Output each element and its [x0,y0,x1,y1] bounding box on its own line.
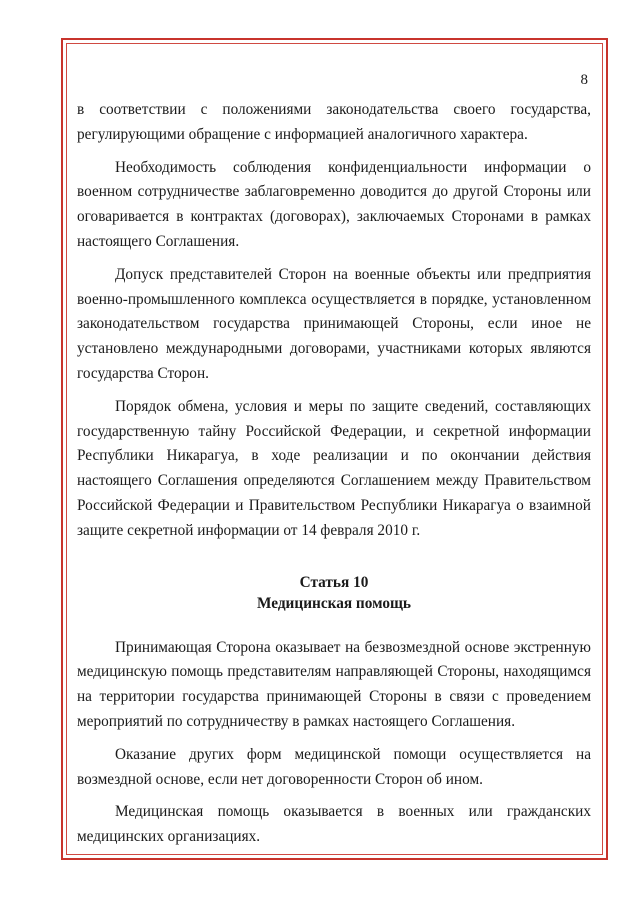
paragraph-continuation: в соответствии с положениями законодательства своего государства, регулирующими обращение с информацией аналогичного характера. [77,101,591,143]
paragraph-confidentiality: Необходимость соблюдения конфиденциальности информации о военном сотрудничестве заблаговременно доводится до другой Стороны или оговаривается в контрактах (договорах), заключаемых Сторонами в рамках настоящего Соглашения. [77,158,591,250]
paragraph-access: Допуск представителей Сторон на военные объекты или предприятия военно-промышленного комплекса осуществляется в порядке, установленном законодательством государства принимающей Стороны, если иное не установлено международными договорами, участниками которых являются государства Сторон. [77,265,591,382]
paragraph-emergency-care: Принимающая Сторона оказывает на безвозмездной основе экстренную медицинскую помощь представителям направляющей Стороны, находящимся на территории государства принимающей Стороны в связи с проведением мероприятий по сотрудничеству в рамках настоящего Соглашения. [77,638,591,730]
article-title: Медицинская помощь [257,594,411,612]
article-number: Статья 10 [299,573,369,591]
paragraph-organizations: Медицинская помощь оказывается в военных или гражданских медицинских организациях. [77,803,591,846]
article-heading [77,572,591,614]
document-body [77,98,591,850]
paragraph-paid-care: Оказание других форм медицинской помощи осуществляется на возмездной основе, если нет договоренности Сторон об ином. [77,745,591,788]
paragraph-secret-info: Порядок обмена, условия и меры по защите сведений, составляющих государственную тайну Российской Федерации, и секретной информации Республики Никарагуа, в ходе реализации и по окончании действия настоящего Соглашения определяются Соглашением между Правительством Российской Федерации и Правительством Республики Никарагуа о взаимной защите секретной информации от 14 февраля 2010 г. [77,397,591,539]
page-number: 8 [580,72,588,88]
